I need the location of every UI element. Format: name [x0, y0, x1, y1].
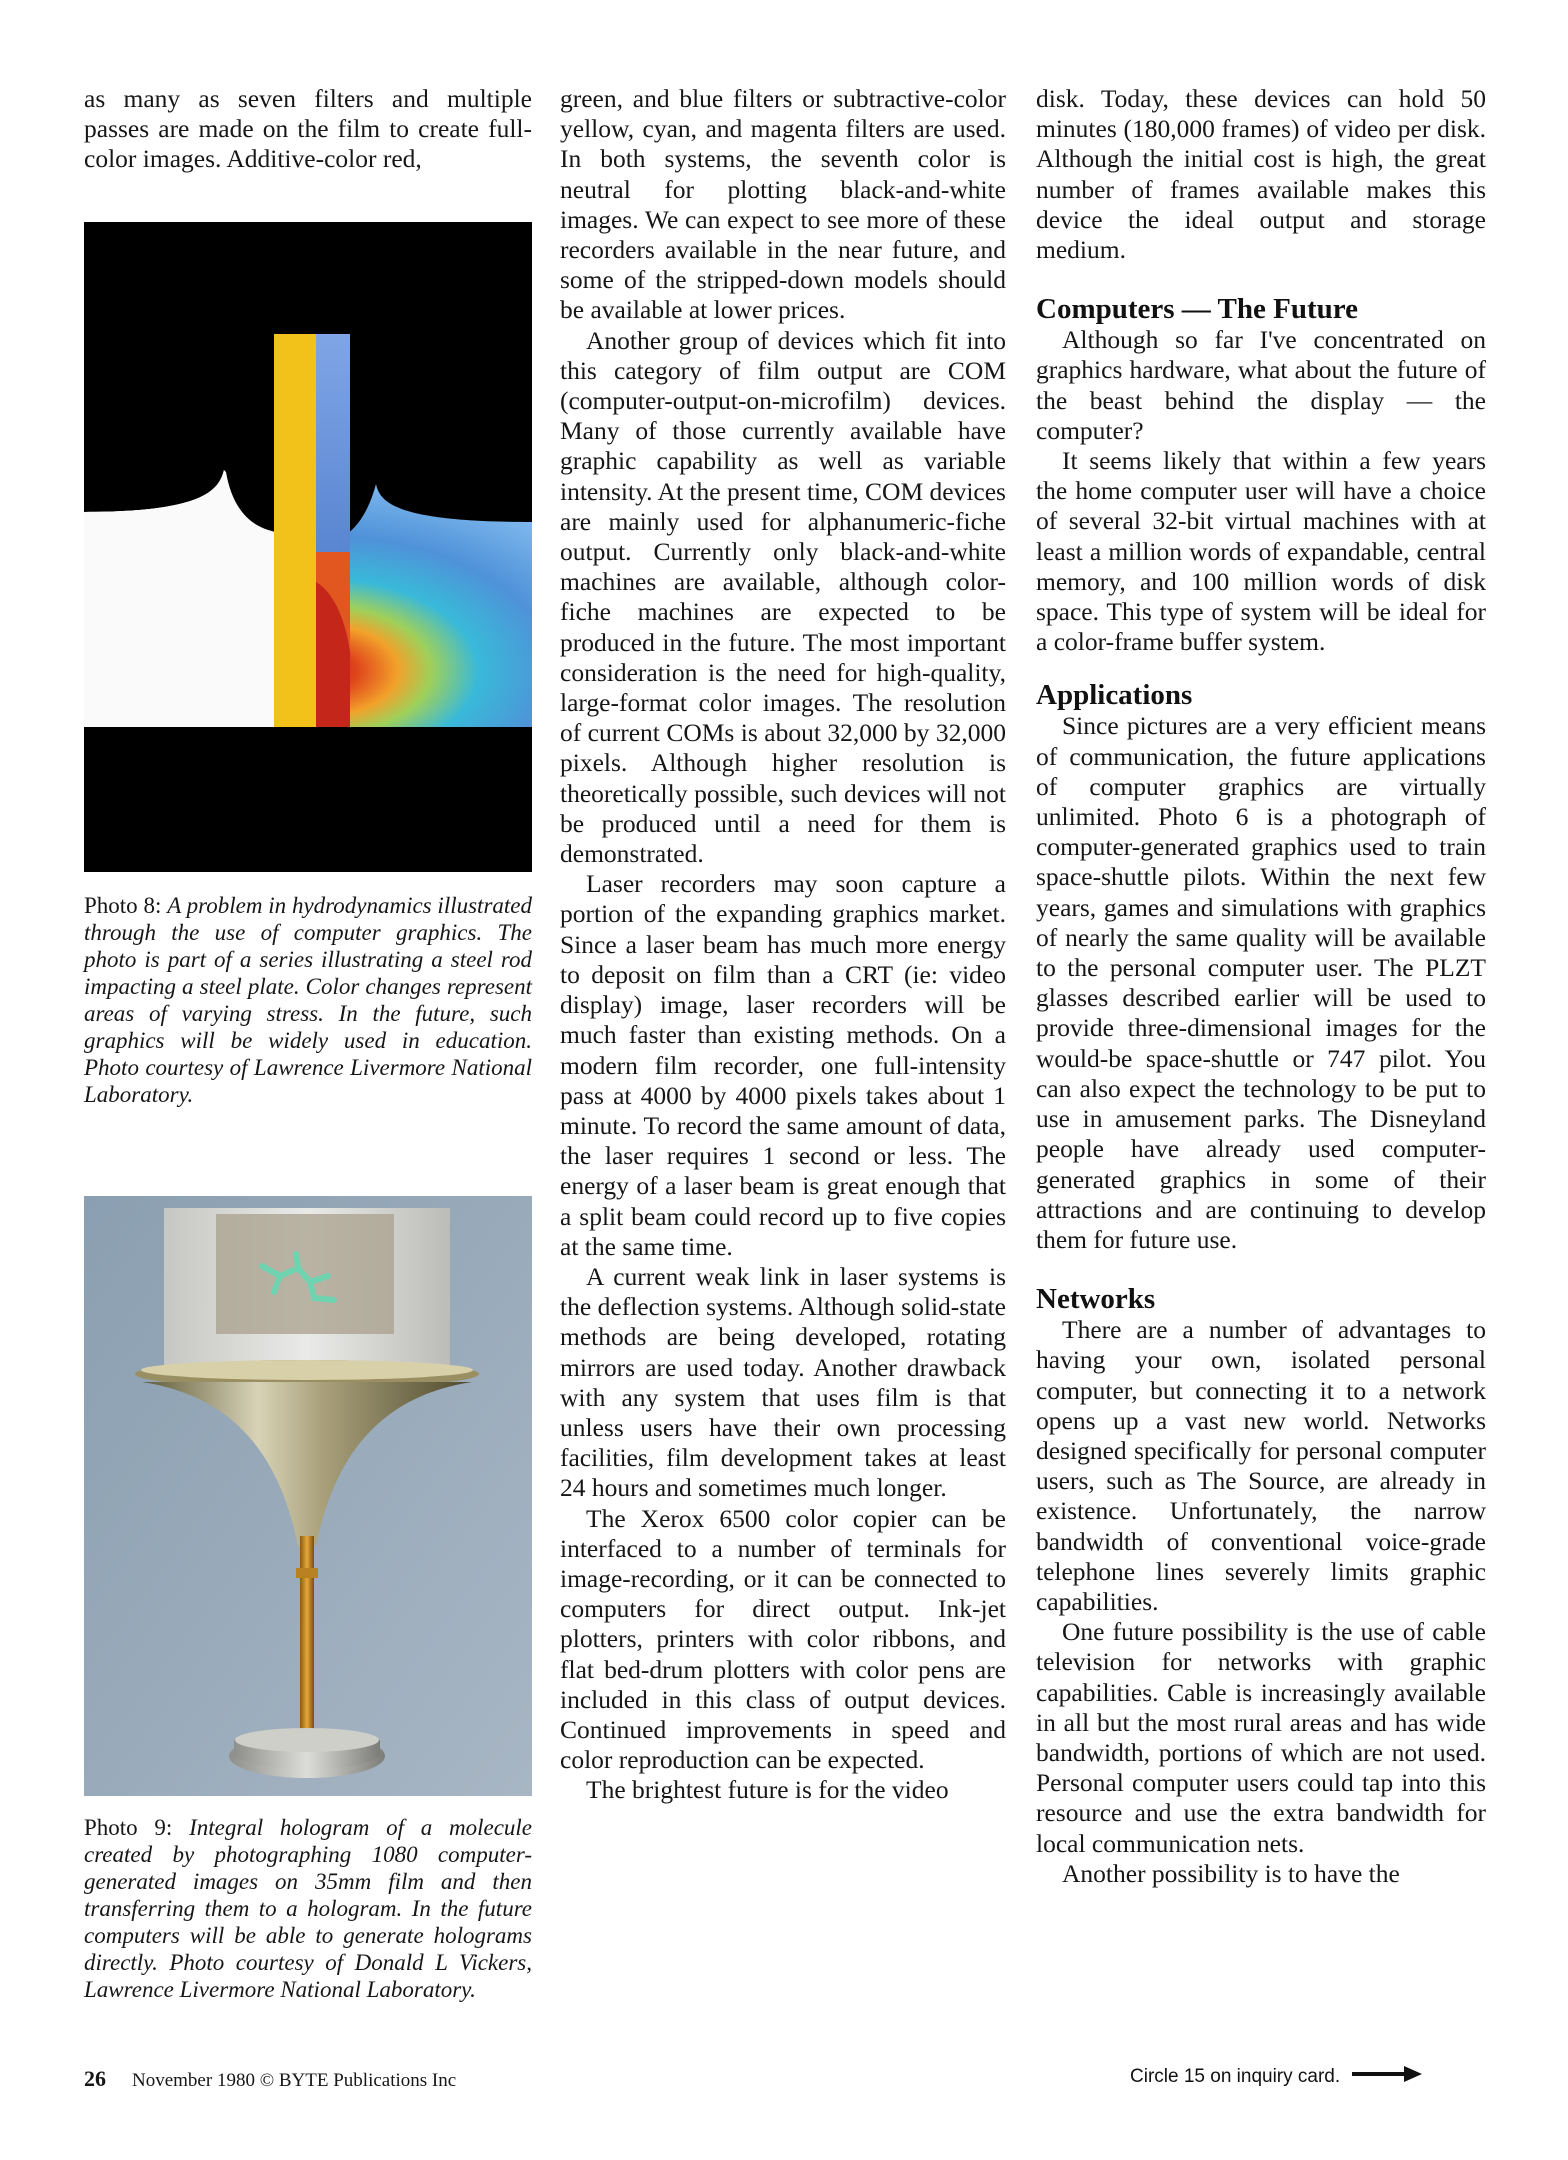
column-3-paragraph: There are a number of advantages to having your own, isolated personal computer, but connecting it to a network opens up a vast new world. Networks designed specifically for personal computer users, such as The Source, are already in existence. Unfortunately, the narrow bandwidth of conventional voice-grade telephone lines severely limits graphic capabilities. [1036, 1315, 1486, 1616]
column-2-paragraph: green, and blue filters or subtractive-color yellow, cyan, and magenta filters are used. In both systems, the seventh color is neutral for plotting black-and-white images. We can expect to see more of these recorders available in the near future, and some of the stripped-down models should be available at lower prices. [560, 84, 1006, 325]
footer-right [1130, 2066, 1422, 2088]
inquiry-card-note: Circle 15 on inquiry card. [1130, 2066, 1341, 2088]
column-3-paragraph: disk. Today, these devices can hold 50 minutes (180,000 frames) of video per disk. Although the initial cost is high, the great number of frames available makes this device the ideal output and storage medium. [1036, 84, 1486, 265]
column-2-paragraph: The brightest future is for the video [586, 1775, 949, 1805]
photo-8-hydrodynamics-image [84, 222, 532, 872]
footer-left [84, 2066, 456, 2092]
right-arrow-icon [1352, 2066, 1422, 2088]
column-1-intro: as many as seven filters and multiple passes are made on the film to create full-color images. Additive-color red, [84, 84, 532, 174]
column-3 [1036, 84, 1486, 1889]
photo-9-caption [84, 1814, 532, 2003]
column-3-paragraph: Since pictures are a very efficient means of communication, the future applications of computer graphics are virtually unlimited. Photo 6 is a photograph of computer-generated graphics used to train space-shuttle pilots. Within the next few years, games and simulations with graphics of nearly the same quality will be available to the personal computer user. The PLZT glasses described earlier will be used to provide three-dimensional images for the would-be space-shuttle or 747 pilot. You can also expect the technology to be put to use in amusement parks. The Disneyland people have already used computer-generated graphics in some of their attractions and are continuing to develop them for future use. [1036, 711, 1486, 1254]
heading-networks: Networks [1036, 1283, 1156, 1316]
column-3-paragraph: Another possibility is to have the [1062, 1858, 1400, 1888]
photo-9-label: Photo 9: [84, 1815, 173, 1840]
column-2 [560, 84, 1006, 1806]
photo-8-caption-text: A problem in hydrodynamics illustrated through the use of computer graphics. The photo is part of a series illustrating a steel rod impacting a steel plate. Color changes represent areas of varying stress. In the future, such graphics will be widely used in education. Photo courtesy of Lawrence Livermore National Laboratory. [84, 893, 532, 1107]
issue-line: November 1980 © BYTE Publications Inc [132, 2070, 457, 2091]
photo-8-caption [84, 892, 532, 1108]
column-3-paragraph: Although so far I've concentrated on graphics hardware, what about the future of the beast behind the display — the computer? [1036, 325, 1486, 445]
column-3-paragraph: One future possibility is the use of cable television for networks with graphic capabilities. Cable is increasingly available in all but the most rural areas and has wide bandwidth, portions of which are not used. Personal computer users could tap into this resource and use the extra bandwidth for local communication nets. [1036, 1617, 1486, 1858]
column-3-paragraph: It seems likely that within a few years the home computer user will have a choice of several 32-bit virtual machines with at least a million words of expandable, central memory, and 100 million words of disk space. This type of system will be ideal for a color-frame buffer system. [1036, 446, 1486, 657]
column-2-paragraph: A current weak link in laser systems is the deflection systems. Although solid-state methods are being developed, rotating mirrors are used today. Another drawback with any system that uses film is that unless users have their own processing facilities, film development takes at least 24 hours and sometimes much longer. [560, 1261, 1006, 1503]
page-number: 26 [84, 2066, 106, 2091]
column-2-paragraph: The Xerox 6500 color copier can be interfaced to a number of terminals for image-recording, or it can be connected to computers for direct output. Ink-jet plotters, printers with color ribbons, and flat bed-drum plotters with color pens are included in this class of output devices. Continued improvements in speed and color reproduction can be expected. [560, 1503, 1006, 1775]
photo-9-hologram-image [84, 1196, 532, 1796]
photo-9-caption-text: Integral hologram of a molecule created by photographing 1080 computer-generated images on 35mm film and then transferring them to a hologram. In the future computers will be able to generate holograms directly. Photo courtesy of Donald L Vickers, Lawrence Livermore National Laboratory. [84, 1815, 533, 2002]
column-2-paragraph: Another group of devices which fit into this category of film output are COM (computer-output-on-microfilm) devices. Many of those currently available have graphic capability as well as variable intensity. At the present time, COM devices are mainly used for alphanumeric-fiche output. Currently only black-and-white machines are available, although color-fiche machines are expected to be produced in the future. The most important consideration is the need for high-quality, large-format color images. The resolution of current COMs is about 32,000 by 32,000 pixels. Although higher resolution is theoretically possible, such devices will not be produced until a need for them is demonstrated. [560, 325, 1006, 869]
photo-8-label: Photo 8: [84, 893, 162, 918]
heading-applications: Applications [1036, 679, 1193, 712]
column-1 [84, 84, 532, 175]
column-2-paragraph: Laser recorders may soon capture a portion of the expanding graphics market. Since a laser beam has much more energy to deposit on film than a CRT (ie: video display) image, laser recorders will be much faster than existing methods. On a modern film recorder, one full-intensity pass at 4000 by 4000 pixels takes about 1 minute. To record the same amount of data, the laser requires 1 second or less. The energy of a laser beam is great enough that a split beam could record up to five copies at the same time. [560, 869, 1006, 1261]
heading-computers-the-future: Computers — The Future [1036, 293, 1358, 326]
